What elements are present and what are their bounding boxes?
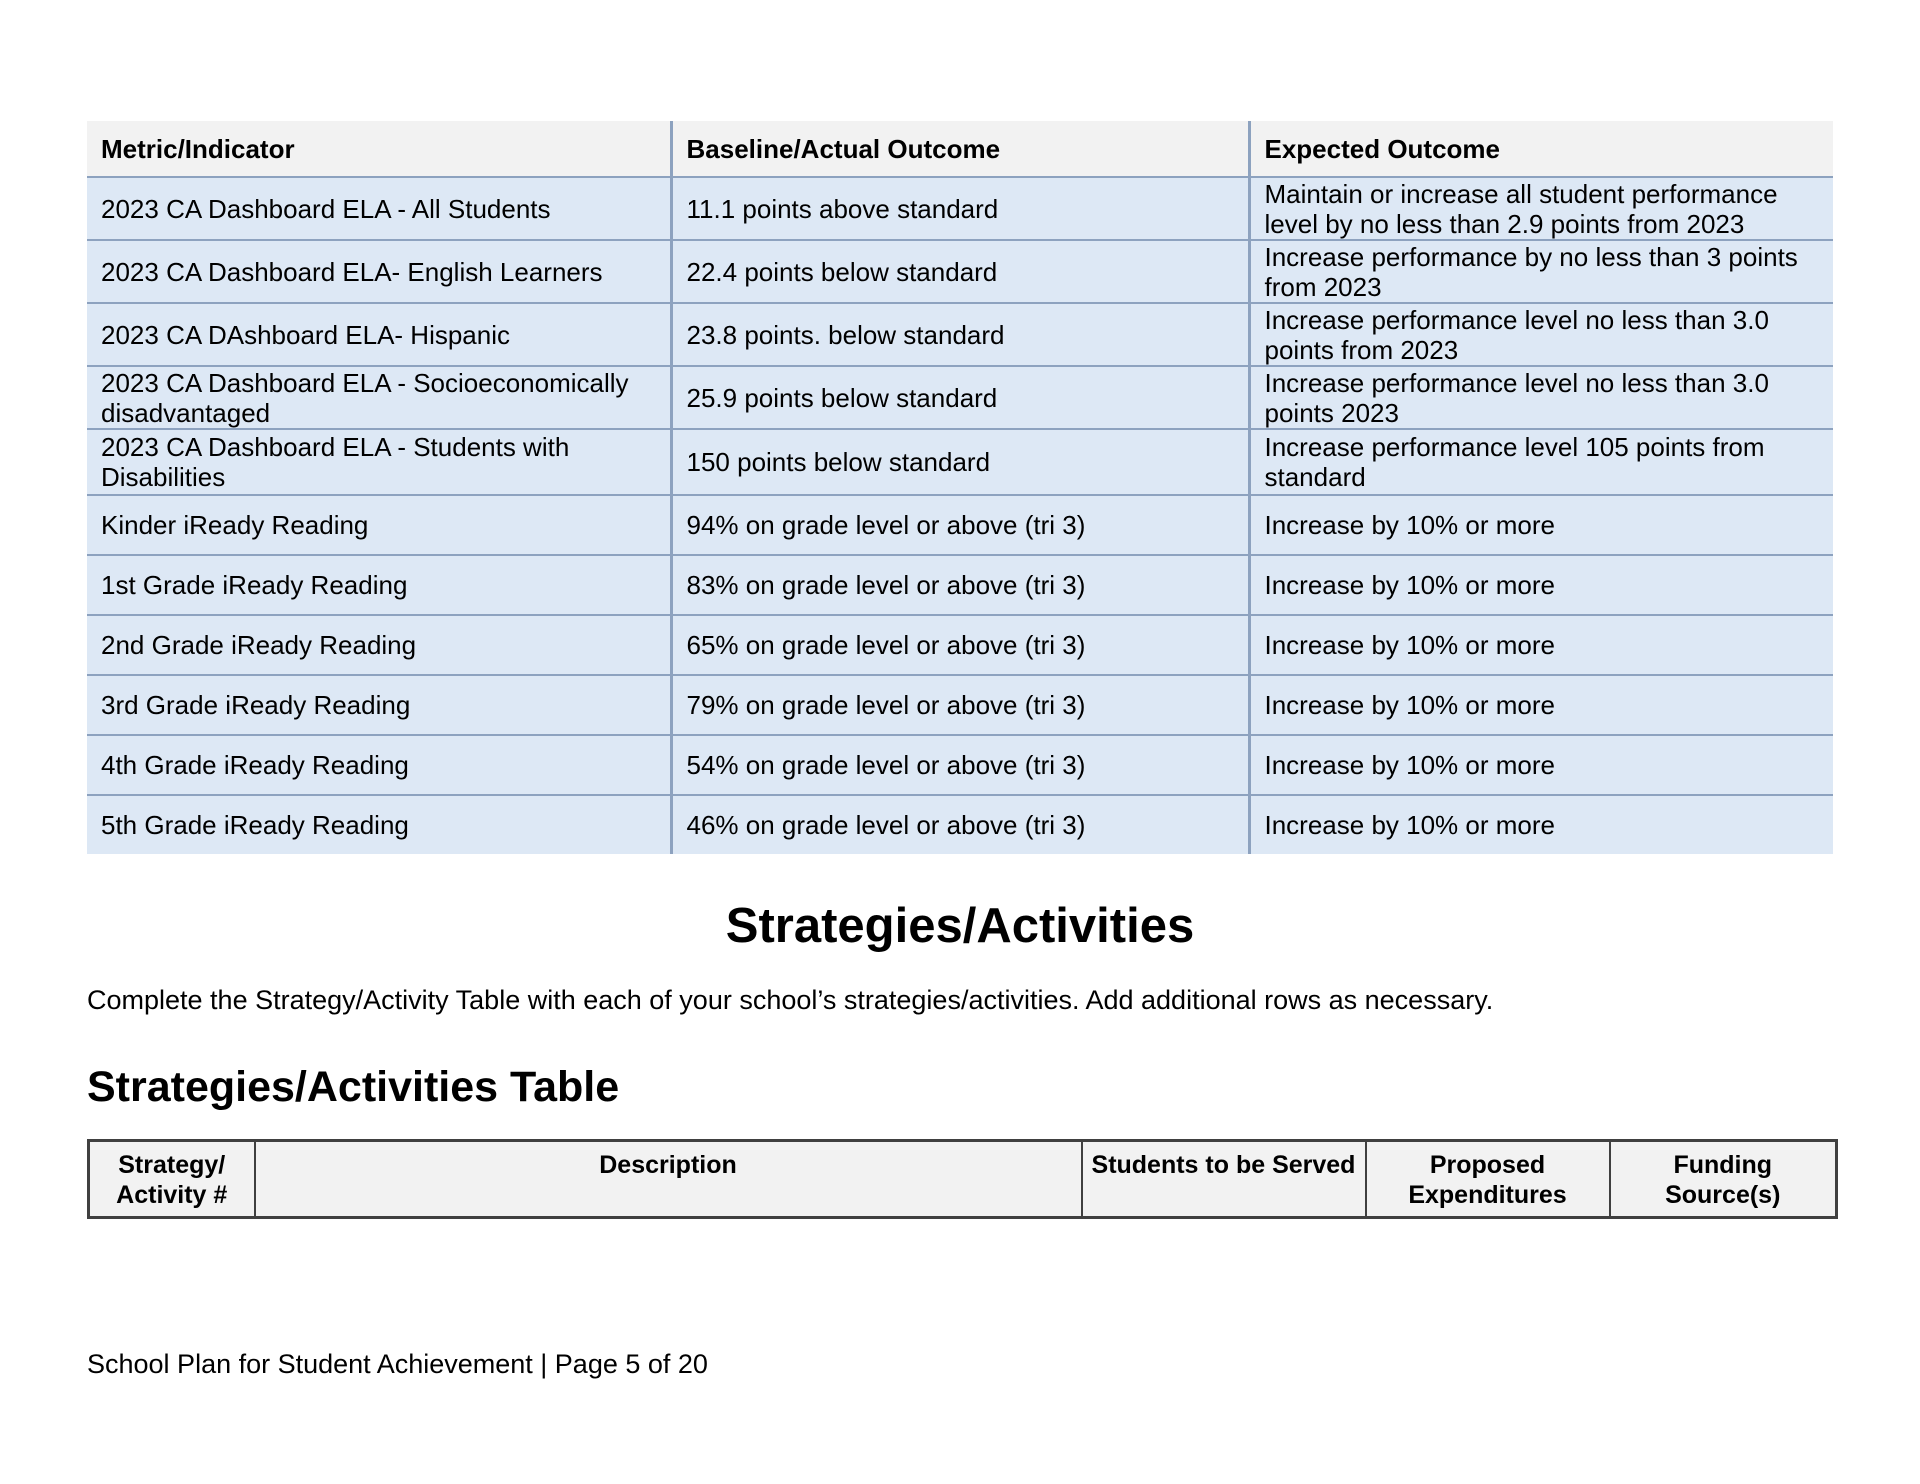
expected-cell: Increase by 10% or more <box>1249 735 1833 795</box>
metrics-header-row <box>87 121 1833 177</box>
metric-cell: 2023 CA Dashboard ELA - Students with Disabilities <box>87 429 671 495</box>
baseline-cell: 25.9 points below standard <box>671 366 1249 429</box>
metric-cell: 2023 CA Dashboard ELA - All Students <box>87 177 671 240</box>
table-row <box>87 675 1833 735</box>
expected-cell: Increase performance level 105 points from standard <box>1249 429 1833 495</box>
table-row <box>87 495 1833 555</box>
metric-cell: Kinder iReady Reading <box>87 495 671 555</box>
table-row <box>87 429 1833 495</box>
metrics-table <box>87 121 1833 854</box>
expected-cell: Increase by 10% or more <box>1249 675 1833 735</box>
table-row <box>87 240 1833 303</box>
expected-cell: Increase by 10% or more <box>1249 495 1833 555</box>
expected-cell: Increase by 10% or more <box>1249 555 1833 615</box>
metric-cell: 2nd Grade iReady Reading <box>87 615 671 675</box>
section-title: Strategies/Activities <box>725 899 1195 953</box>
strategies-table <box>87 1139 1838 1219</box>
metric-cell: 2023 CA Dashboard ELA - Socioeconomically disadvantaged <box>87 366 671 429</box>
baseline-cell: 46% on grade level or above (tri 3) <box>671 795 1249 854</box>
header-expected: Expected Outcome <box>1249 121 1833 177</box>
metric-cell: 5th Grade iReady Reading <box>87 795 671 854</box>
table-row <box>87 615 1833 675</box>
expected-cell: Increase performance by no less than 3 points from 2023 <box>1249 240 1833 303</box>
baseline-cell: 65% on grade level or above (tri 3) <box>671 615 1249 675</box>
metric-cell: 3rd Grade iReady Reading <box>87 675 671 735</box>
metric-cell: 2023 CA DAshboard ELA- Hispanic <box>87 303 671 366</box>
header-students-served: Students to be Served <box>1082 1141 1366 1218</box>
header-description: Description <box>255 1141 1082 1218</box>
expected-cell: Increase by 10% or more <box>1249 795 1833 854</box>
expected-cell: Increase performance level no less than 3.0 points 2023 <box>1249 366 1833 429</box>
header-proposed-expenditures: Proposed Expenditures <box>1366 1141 1610 1218</box>
expected-cell: Increase by 10% or more <box>1249 615 1833 675</box>
strategies-table-title: Strategies/Activities Table <box>87 1063 620 1111</box>
metric-cell: 2023 CA Dashboard ELA- English Learners <box>87 240 671 303</box>
baseline-cell: 11.1 points above standard <box>671 177 1249 240</box>
table-row <box>87 555 1833 615</box>
table-row <box>87 735 1833 795</box>
metric-cell: 4th Grade iReady Reading <box>87 735 671 795</box>
table-row <box>87 366 1833 429</box>
header-strategy-number: Strategy/ Activity # <box>89 1141 255 1218</box>
baseline-cell: 83% on grade level or above (tri 3) <box>671 555 1249 615</box>
page-footer: School Plan for Student Achievement | Page 5 of 20 <box>87 1349 708 1379</box>
header-metric: Metric/Indicator <box>87 121 671 177</box>
baseline-cell: 54% on grade level or above (tri 3) <box>671 735 1249 795</box>
strategies-header-row <box>89 1141 1837 1218</box>
header-baseline: Baseline/Actual Outcome <box>671 121 1249 177</box>
baseline-cell: 22.4 points below standard <box>671 240 1249 303</box>
table-row <box>87 177 1833 240</box>
intro-paragraph: Complete the Strategy/Activity Table with each of your school’s strategies/activities. Add additional rows as necessary. <box>87 985 1494 1015</box>
table-row <box>87 795 1833 854</box>
table-row <box>87 303 1833 366</box>
baseline-cell: 23.8 points. below standard <box>671 303 1249 366</box>
header-funding-sources: Funding Source(s) <box>1610 1141 1837 1218</box>
baseline-cell: 94% on grade level or above (tri 3) <box>671 495 1249 555</box>
expected-cell: Maintain or increase all student performance level by no less than 2.9 points from 2023 <box>1249 177 1833 240</box>
baseline-cell: 150 points below standard <box>671 429 1249 495</box>
metric-cell: 1st Grade iReady Reading <box>87 555 671 615</box>
baseline-cell: 79% on grade level or above (tri 3) <box>671 675 1249 735</box>
expected-cell: Increase performance level no less than 3.0 points from 2023 <box>1249 303 1833 366</box>
